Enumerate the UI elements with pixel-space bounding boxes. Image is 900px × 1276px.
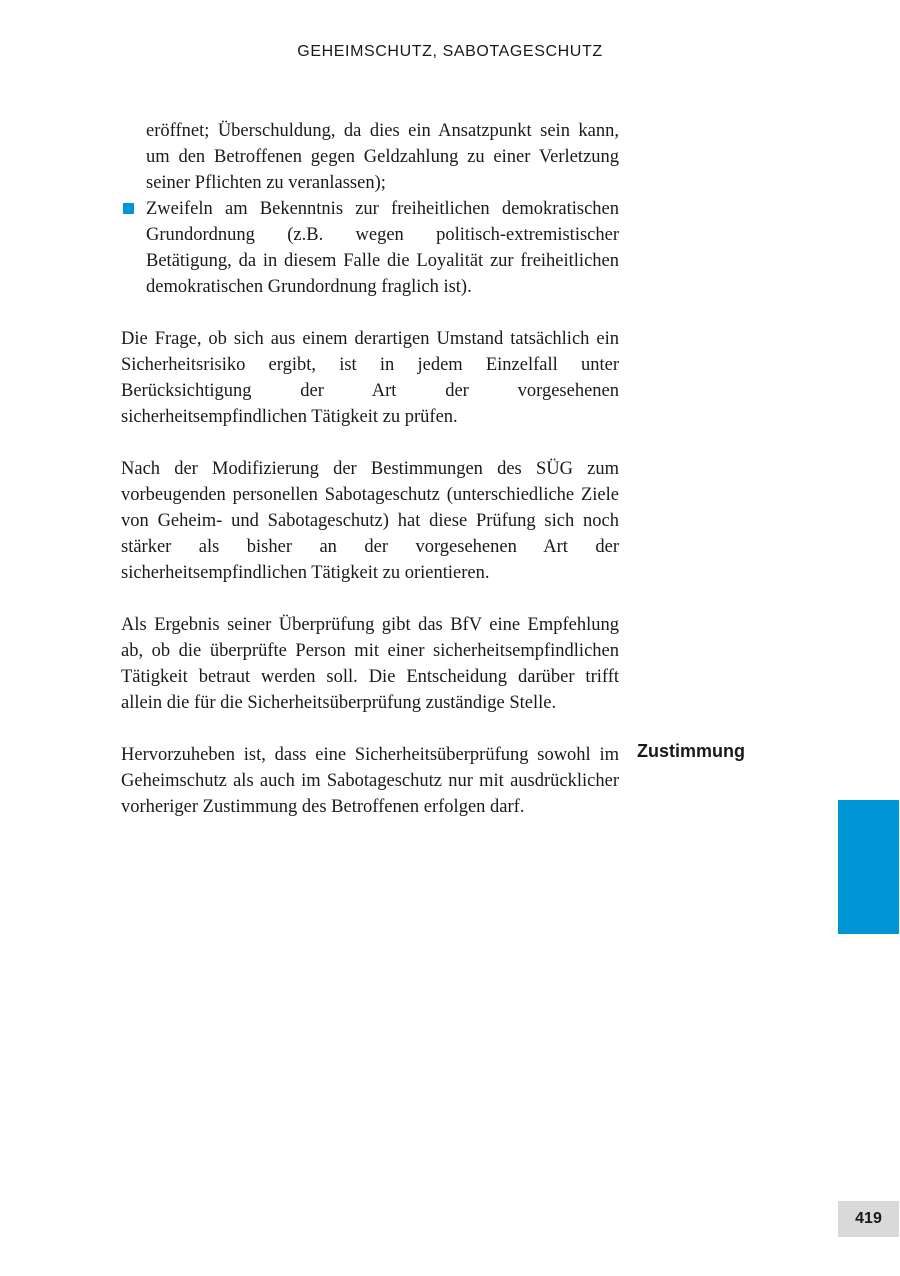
main-text-column bbox=[121, 118, 619, 820]
bullet-continuation: eröffnet; Überschuldung, da dies ein Ansatzpunkt sein kann, um den Betroffenen gegen Geldzahlung zu einer Verletzung seiner Pflichten zu veranlassen); bbox=[146, 121, 619, 193]
paragraph: Die Frage, ob sich aus einem derartigen Umstand tatsächlich ein Sicherheitsrisiko ergibt, ist in jedem Einzelfall unter Berücksichtigung der Art der vorgesehenen sicherheitsempfindlichen Tätigkeit zu prüfen. bbox=[121, 329, 619, 427]
running-header: GEHEIMSCHUTZ, SABOTAGESCHUTZ bbox=[297, 43, 603, 60]
paragraph: Nach der Modifizierung der Bestimmungen des SÜG zum vorbeugenden personellen Sabotageschutz (unterschiedliche Ziele von Geheim- und Sabotageschutz) hat diese Prüfung sich noch stärker als bisher an der vorgesehenen Art der sicherheitsempfindlichen Tätigkeit zu orientieren. bbox=[121, 459, 619, 583]
bullet-text: Zweifeln am Bekenntnis zur freiheitlichen demokratischen Grundordnung (z.B. wegen politisch-extremistischer Betätigung, da in diesem Falle die Loyalität zur freiheitlichen demokratischen Grundordnung fraglich ist). bbox=[146, 199, 619, 297]
paragraph: Hervorzuheben ist, dass eine Sicherheitsüberprüfung sowohl im Geheimschutz als auch im Sabotageschutz nur mit ausdrücklicher vorheriger Zustimmung des Betroffenen erfolgen darf. bbox=[121, 745, 619, 817]
bullet-list-item bbox=[121, 196, 619, 300]
margin-note: Zustimmung bbox=[637, 741, 745, 761]
paragraph: Als Ergebnis seiner Überprüfung gibt das BfV eine Empfehlung ab, ob die überprüfte Person mit einer sicherheitsempfindlichen Tätigkeit betraut werden soll. Die Entscheidung darüber trifft allein die für die Sicherheitsüberprüfung zuständige Stelle. bbox=[121, 615, 619, 713]
chapter-tab-marker bbox=[838, 800, 899, 934]
square-bullet-icon bbox=[123, 203, 134, 214]
page-number: 419 bbox=[838, 1201, 899, 1237]
